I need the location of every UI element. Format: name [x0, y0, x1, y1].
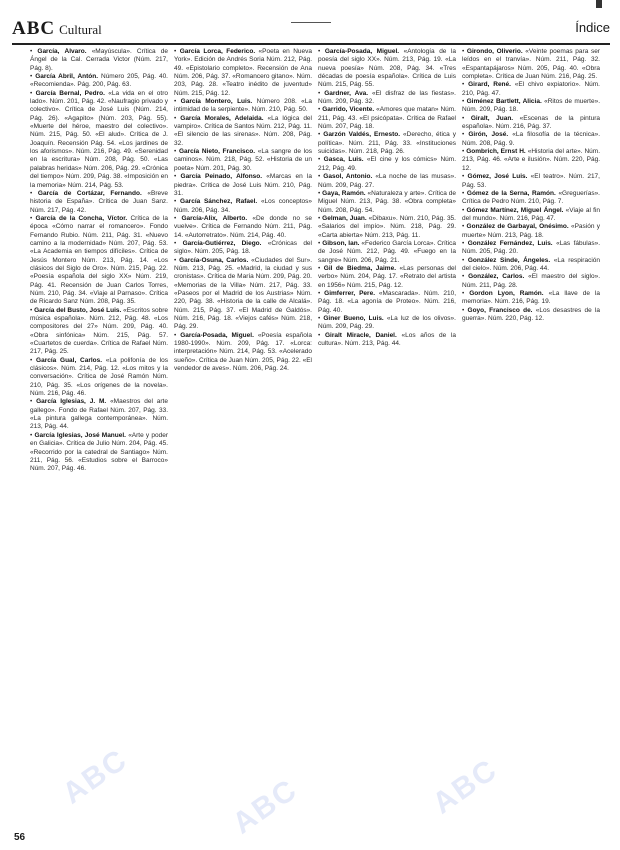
- entry-references: «Federico García Lorca». Crítica de José Núm. 212, Pág. 49. «Fuego en la sangre» Núm. 206, Pág. 21.: [318, 239, 456, 264]
- entry-author: García-Gutiérrez, Diego.: [182, 239, 262, 247]
- index-entry: • García Montero, Luis. Número 208. «La intimidad de la serpiente». Núm. 210, Pág. 50.: [174, 98, 312, 114]
- entry-references: «La lógica del vampiro». Crítica de Santos Núm. 212, Pág. 11. «El silencio de las sirenas». Núm. 208, Pág. 32.: [174, 114, 312, 147]
- index-column-4: [462, 48, 600, 828]
- entry-author: García Abril, Antón.: [35, 73, 99, 81]
- entry-author: García Gual, Carlos.: [36, 356, 103, 364]
- entry-author: García de Cortázar, Fernando.: [37, 189, 142, 197]
- entry-author: González Fernández, Luis.: [467, 239, 553, 247]
- entry-references: «Mascarada». Núm. 210, Pág. 18. «La agonía de Proteo». Núm. 216, Pág. 40.: [318, 289, 456, 314]
- entry-references: «Veinte poemas para ser leídos en el tranvía». Núm. 211, Pág. 32. «Espantapájaros» Núm. 205, Pág. 40. «Obra completa». Crítica de Juan Núm. 216, Pág. 25.: [462, 48, 600, 81]
- entry-author: García-Osuna, Carlos.: [179, 256, 249, 264]
- entry-references: «Poeta en Nueva York». Edición de Andrés Soria Núm. 212, Pág. 49. «Epistolario completo». Recensión de Ana Núm. 206, Pág. 37. «Romancero gitano». Núm. 203, Pág. 28. «Teatro inédito de juventud» Núm. 215, Pág. 12.: [174, 48, 312, 97]
- entry-references: «Breve historia de España». Crítica de Juan Sanz. Núm. 217, Pág. 42.: [30, 189, 168, 214]
- header-divider: [12, 43, 610, 45]
- entry-author: González, Carlos.: [468, 273, 525, 281]
- watermark-stamp: ABC: [226, 772, 304, 841]
- entry-references: «Los desastres de la guerra». Núm. 220, Pág. 12.: [462, 306, 600, 322]
- entry-references: Número 205, Pág. 40. «Recomienda». Pág. 200, Pág. 63.: [30, 73, 168, 89]
- index-entry: • Gómez de la Serna, Ramón. «Greguerías». Crítica de Pedro Núm. 210, Pág. 7.: [462, 189, 600, 206]
- entry-references: «Amores que matan» Núm. 211, Pág. 43. «El psicópata». Crítica de Rafael Núm. 207, Pág. 18.: [318, 106, 456, 131]
- index-entry: • García Gual, Carlos. «La polifonía de los clásicos». Núm. 214, Pág. 12. «Los mitos y la conversación». Crítica de José Ramón Núm. 210, Pág. 35. «Los orígenes de la novela». Núm. 216, Pág. 46.: [30, 356, 168, 398]
- entry-references: «Las personas del verbo» Núm. 204, Pág. 17. «Retrato del artista en 1956» Núm. 215, Pág. 12.: [318, 264, 456, 289]
- entry-author: García Iglesias, José Manuel.: [34, 431, 126, 439]
- entry-references: «Escenas de la pintura española». Núm. 216, Pág. 37.: [462, 114, 600, 131]
- section-name: Cultural: [59, 22, 102, 37]
- entry-author: Garrido, Vicente.: [322, 106, 375, 114]
- index-column-1: [30, 48, 168, 828]
- entry-author: García Iglesias, J. M.: [36, 398, 107, 406]
- index-entry: • García Peinado, Alfonso. «Marcas en la piedra». Crítica de José Luis Núm. 210, Pág. 31.: [174, 173, 312, 197]
- index-entry: • Girón, José. «La filosofía de la técnica». Núm. 208, Pág. 9.: [462, 131, 600, 147]
- entry-references: «La llave de la memoria». Núm. 216, Pág. 19.: [462, 289, 600, 306]
- entry-author: García-Posada, Miguel.: [324, 48, 400, 55]
- entry-references: «Crónicas del siglo». Núm. 205, Pág. 18.: [174, 239, 312, 256]
- entry-author: Gil de Biedma, Jaime.: [323, 264, 397, 272]
- entry-references: «Pasión y muerte» Núm. 213, Pág. 18.: [462, 223, 600, 239]
- index-entry: • Gaya, Ramón. «Naturaleza y arte». Crítica de Miguel Núm. 213, Pág. 38. «Obra completa» Núm. 208, Pág. 54.: [318, 189, 456, 214]
- entry-author: Giralt, Juan.: [470, 114, 514, 122]
- entry-references: «Viaje al fin del mundo». Núm. 216, Pág. 47.: [462, 206, 600, 222]
- entry-author: Girón, José.: [468, 131, 509, 139]
- index-entry: • García Iglesias, J. M. «Maestros del arte gallego». Fondo de Rafael Núm. 207, Pág. 33. «La pintura gallega contemporánea». Núm. 213, Pág. 44.: [30, 398, 168, 431]
- index-entry: • García de Cortázar, Fernando. «Breve historia de España». Crítica de Juan Sanz. Núm. 217, Pág. 42.: [30, 189, 168, 214]
- entry-author: Gombrich, Ernst H.: [466, 148, 526, 156]
- entry-references: «La vida en el otro lado». Núm. 201, Pág. 42. «Naufragio privado y colectivo». Crítica de José Luis (Núm. 214, Pág. 26). «Agapito» (Núm. 203, Pág. 55). «Muerte del héroe, maestro del colectivo». Núm. 215, Pág. 50. «El alud». Crítica de J. Joaquín. Recensión Pág. 54. «Los jardines de los aforismos». Núm. 216, Pág. 49. «Serenidad en la escritura» Núm. 208, Pág. 50. «Las palabras heridas» Núm. 206, Pág. 29. «Crónica del tiempo» Núm. 209, Pág. 38. «Imposición en la memoria» Núm. 214, Pág. 53.: [30, 89, 168, 189]
- index-entry: • González, Carlos. «El maestro del siglo». Núm. 211, Pág. 28.: [462, 273, 600, 289]
- index-entry: • Gimferrer, Pere. «Mascarada». Núm. 210, Pág. 18. «La agonía de Proteo». Núm. 216, Pág. 40.: [318, 289, 456, 314]
- page-corner-mark: [596, 0, 602, 8]
- entry-references: «El disfraz de las fiestas». Núm. 209, Pág. 32.: [318, 89, 456, 106]
- entry-references: «La respiración del cielo». Núm. 206, Pág. 44.: [462, 256, 600, 272]
- index-entry: • García Iglesias, José Manuel. «Arte y poder en Galicia». Crítica de Julio Núm. 204, Pág. 45. «Recorrido por la catedral de Santiago» Núm. 211, Pág. 56. «Estudios sobre el Barroco» Núm. 207, Pág. 46.: [30, 431, 168, 473]
- entry-author: Girondo, Oliverio.: [466, 48, 523, 55]
- entry-references: «Mayúscula». Crítica de Ángel de la Cal. Cerrada Victor (Núm. 217, Pág. 8).: [30, 48, 168, 72]
- index-entry: • Giménez Bartlett, Alicia. «Ritos de muerte». Núm. 209, Pág. 18.: [462, 98, 600, 114]
- entry-references: «Derecho, ética y política». Núm. 211, Pág. 33. «Instituciones suicidas». Núm. 218, Pág. 26.: [318, 131, 456, 156]
- index-entry: • Gelman, Juan. «Dibaxu». Núm. 210, Pág. 35. «Salarios del impío». Núm. 218, Pág. 29. «Carta abierta» Núm. 213, Pág. 11.: [318, 214, 456, 239]
- entry-references: «El chivo expiatorio». Núm. 210, Pág. 47.: [462, 81, 600, 97]
- index-entry: • González Sinde, Ángeles. «La respiración del cielo». Núm. 206, Pág. 44.: [462, 256, 600, 272]
- entry-author: García, Álvaro.: [37, 48, 87, 55]
- section-brand: [12, 18, 102, 40]
- entry-author: Gasol, Antonio.: [323, 173, 373, 181]
- entry-references: «La sangre de los caminos». Núm. 218, Pág. 52. «Historia de un poeta» Núm. 201, Pág. 30.: [174, 148, 312, 172]
- entry-references: «De donde no se vuelve». Crítica de Fernando Núm. 211, Pág. 14. «Autorretrato». Núm. 214, Pág. 40.: [174, 214, 312, 239]
- entry-references: «Naturaleza y arte». Crítica de Miguel Núm. 213, Pág. 38. «Obra completa» Núm. 208, Pág. 54.: [318, 189, 456, 214]
- entry-references: «El cine y los cómics» Núm. 212, Pág. 49.: [318, 156, 456, 172]
- index-entry: • Garzón Valdés, Ernesto. «Derecho, ética y política». Núm. 211, Pág. 33. «Instituciones suicidas». Núm. 218, Pág. 26.: [318, 131, 456, 156]
- entry-author: Gibson, Ian.: [322, 239, 360, 247]
- index-entry: • García Bernal, Pedro. «La vida en el otro lado». Núm. 201, Pág. 42. «Naufragio privado y colectivo». Crítica de José Luis (Núm. 214, Pág. 26). «Agapito» (Núm. 203, Pág. 55). «Muerte del héroe, maestro del colectivo». Núm. 215, Pág. 50. «El alud». Crítica de J. Joaquín. Recensión Pág. 54. «Los jardines de los aforismos». Núm. 216, Pág. 49. «Serenidad en la escritura» Núm. 208, Pág. 50. «Las palabras heridas» Núm. 206, Pág. 29. «Crónica del tiempo» Núm. 209, Pág. 38. «Imposición en la memoria» Núm. 214, Pág. 53.: [30, 89, 168, 189]
- index-entry: • Giralt Miracle, Daniel. «Los años de la cultura». Núm. 213, Pág. 44.: [318, 331, 456, 348]
- index-entry: • Gil de Biedma, Jaime. «Las personas del verbo» Núm. 204, Pág. 17. «Retrato del artista en 1956» Núm. 215, Pág. 12.: [318, 264, 456, 289]
- index-entry: • González Fernández, Luis. «Las fábulas». Núm. 205, Pág. 20.: [462, 239, 600, 256]
- index-column-3: [318, 48, 456, 828]
- entry-author: García de la Concha, Víctor.: [35, 214, 128, 222]
- entry-references: Crítica de la época «Cómo narrar el romancero». Fondo Fernando Rubio. Núm. 211, Pág. 31. «Nuevo camino a la modernidad» Núm. 207, Pág. 53. «La Academia en tiempos difíciles». Crítica de Jesús Montero Núm. 213, Pág. 14. «Los clásicos del Siglo de Oro». Núm. 215, Pág. 22. «Poesía española del siglo XX» Núm. 219, Pág. 41. Recensión de Juan Carlos Torres, Núm. 210, Pág. 34. «Viaje al Parnaso». Crítica de Ricardo Sanz Núm. 208, Pág. 35.: [30, 214, 168, 306]
- entry-references: Número 208. «La intimidad de la serpiente». Núm. 210, Pág. 50.: [174, 98, 312, 114]
- entry-author: Gómez, José Luis.: [467, 173, 528, 181]
- entry-author: García Nieto, Francisco.: [178, 148, 256, 156]
- entry-references: «Escritos sobre música española». Núm. 212, Pág. 48. «Los compositores del 27» Núm. 209, Pág. 40. «Obra sinfónica» Núm. 215, Pág. 57. «Cuartetos de cuerda». Crítica de Rafael Núm. 217, Pág. 25.: [30, 306, 168, 356]
- entry-author: Garzón Valdés, Ernesto.: [323, 131, 401, 139]
- entry-author: García Montero, Luis.: [180, 98, 253, 106]
- entry-author: Gasca, Luis.: [323, 156, 364, 164]
- entry-author: García del Busto, José Luis.: [34, 306, 122, 314]
- entry-references: «El teatro». Núm. 217, Pág. 53.: [462, 173, 600, 189]
- index-entry: • Goyo, Francisco de. «Los desastres de la guerra». Núm. 220, Pág. 12.: [462, 306, 600, 322]
- index-entry: • González de Garbayal, Onésimo. «Pasión y muerte» Núm. 213, Pág. 18.: [462, 223, 600, 239]
- index-column-2: [174, 48, 312, 828]
- entry-references: «Maestros del arte gallego». Fondo de Rafael Núm. 207, Pág. 33. «La pintura gallega contemporánea». Núm. 213, Pág. 44.: [30, 398, 168, 431]
- index-entry: • Girard, René. «El chivo expiatorio». Núm. 210, Pág. 47.: [462, 81, 600, 97]
- page-number: 56: [14, 832, 26, 843]
- entry-references: «Las fábulas». Núm. 205, Pág. 20.: [462, 239, 600, 256]
- entry-author: García Peinado, Alfonso.: [180, 173, 263, 181]
- index-entry: • Gasol, Antonio. «La noche de las musas». Núm. 209, Pág. 27.: [318, 173, 456, 189]
- entry-author: Gardner, Ava.: [324, 89, 369, 97]
- index-entry: • Gordon Lyon, Ramón. «La llave de la memoria». Núm. 216, Pág. 19.: [462, 289, 600, 306]
- index-entry: • García-Posada, Miguel. «Poesía española 1980-1990». Núm. 209, Pág. 17. «Lorca: interpretación» Núm. 214, Pág. 53. «Acelerado sueño». Crítica de Juan Núm. 205, Pág. 22. «El vendedor de aves». Núm. 206, Pág. 24.: [174, 331, 312, 373]
- entry-references: «Arte y poder en Galicia». Crítica de Julio Núm. 204, Pág. 45. «Recorrido por la catedral de Santiago» Núm. 211, Pág. 56. «Estudios sobre el Barroco» Núm. 207, Pág. 46.: [30, 431, 168, 473]
- entry-author: García Bernal, Pedro.: [35, 89, 105, 97]
- index-entry: • Giner Bueno, Luis. «La luz de los olivos». Núm. 209, Pág. 29.: [318, 315, 456, 331]
- index-entry: • Giralt, Juan. «Escenas de la pintura española». Núm. 216, Pág. 37.: [462, 114, 600, 131]
- index-entry: • Garrido, Vicente. «Amores que matan» Núm. 211, Pág. 43. «El psicópata». Crítica de Rafael Núm. 207, Pág. 18.: [318, 106, 456, 131]
- index-entry: • Gombrich, Ernst H. «Historia del arte». Núm. 213, Pág. 46. «Arte e ilusión». Núm. 220, Pág. 12.: [462, 148, 600, 172]
- index-entry: • García-Posada, Miguel. «Antología de la poesía del siglo XX». Núm. 213, Pág. 19. «La nueva poesía» Núm. 208, Pág. 34. «Tres décadas de poesía española». Crítica de Luis Núm. 215, Pág. 55.: [318, 48, 456, 89]
- watermark-stamp: ABC: [426, 752, 504, 821]
- index-entry: • Gasca, Luis. «El cine y los cómics» Núm. 212, Pág. 49.: [318, 156, 456, 172]
- entry-references: «Dibaxu». Núm. 210, Pág. 35. «Salarios del impío». Núm. 218, Pág. 29. «Carta abierta» Núm. 213, Pág. 11.: [318, 214, 456, 239]
- entry-references: «Los años de la cultura». Núm. 213, Pág. 44.: [318, 331, 456, 348]
- watermark-stamp: ABC: [56, 742, 134, 811]
- entry-author: González de Garbayal, Onésimo.: [466, 223, 569, 231]
- entry-references: «Poesía española 1980-1990». Núm. 209, Pág. 17. «Lorca: interpretación» Núm. 214, Pág. 53. «Acelerado sueño». Crítica de Juan Núm. 205, Pág. 22. «El vendedor de aves». Núm. 206, Pág. 24.: [174, 331, 312, 373]
- header-center-rule: [291, 22, 331, 23]
- index-entry: • García Sánchez, Rafael. «Los conceptos» Núm. 206, Pág. 34.: [174, 198, 312, 214]
- entry-references: «Antología de la poesía del siglo XX». Núm. 213, Pág. 19. «La nueva poesía» Núm. 208, Pág. 34. «Tres décadas de poesía española». Crítica de Luis Núm. 215, Pág. 55.: [318, 48, 456, 89]
- entry-author: Gaya, Ramón.: [322, 189, 366, 197]
- index-entry: • García de la Concha, Víctor. Crítica de la época «Cómo narrar el romancero». Fondo Fernando Rubio. Núm. 211, Pág. 31. «Nuevo camino a la modernidad» Núm. 207, Pág. 53. «La Academia en tiempos difíciles». Crítica de Jesús Montero Núm. 213, Pág. 14. «Los clásicos del Siglo de Oro». Núm. 215, Pág. 22. «Poesía española del siglo XX» Núm. 219, Pág. 41. Recensión de Juan Carlos Torres, Núm. 210, Pág. 34. «Viaje al Parnaso». Crítica de Ricardo Sanz Núm. 208, Pág. 35.: [30, 214, 168, 306]
- entry-author: Girard, René.: [468, 81, 511, 89]
- entry-author: Gordon Lyon, Ramón.: [469, 289, 544, 297]
- index-entry: • Gómez Martínez, Miguel Ángel. «Viaje al fin del mundo». Núm. 216, Pág. 47.: [462, 206, 600, 222]
- index-entry: • García Lorca, Federico. «Poeta en Nueva York». Edición de Andrés Soria Núm. 212, Pág. 49. «Epistolario completo». Recensión de Ana Núm. 206, Pág. 37. «Romancero gitano». Núm. 203, Pág. 28. «Teatro inédito de juventud» Núm. 215, Pág. 12.: [174, 48, 312, 97]
- index-entry: • García Abril, Antón. Número 205, Pág. 40. «Recomienda». Pág. 200, Pág. 63.: [30, 73, 168, 89]
- entry-author: Giménez Bartlett, Alicia.: [466, 98, 542, 106]
- index-entry: • Gibson, Ian. «Federico García Lorca». Crítica de José Núm. 212, Pág. 49. «Fuego en la sangre» Núm. 206, Pág. 21.: [318, 239, 456, 264]
- index-entry: • García, Álvaro. «Mayúscula». Crítica de Ángel de la Cal. Cerrada Victor (Núm. 217, Pág. 8).: [30, 48, 168, 72]
- index-entry: • Girondo, Oliverio. «Veinte poemas para ser leídos en el tranvía». Núm. 211, Pág. 32. «Espantapájaros» Núm. 205, Pág. 40. «Obra completa». Crítica de Juan Núm. 216, Pág. 25.: [462, 48, 600, 81]
- entry-references: «La noche de las musas». Núm. 209, Pág. 27.: [318, 173, 456, 189]
- index-entry: • García del Busto, José Luis. «Escritos sobre música española». Núm. 212, Pág. 48. «Los compositores del 27» Núm. 209, Pág. 40. «Obra sinfónica» Núm. 215, Pág. 57. «Cuartetos de cuerda». Crítica de Rafael Núm. 217, Pág. 25.: [30, 306, 168, 356]
- index-entry: • García Morales, Adelaida. «La lógica del vampiro». Crítica de Santos Núm. 212, Pág. 11. «El silencio de las sirenas». Núm. 208, Pág. 32.: [174, 114, 312, 147]
- index-entry: • García-Gutiérrez, Diego. «Crónicas del siglo». Núm. 205, Pág. 18.: [174, 239, 312, 256]
- entry-references: «La polifonía de los clásicos». Núm. 214, Pág. 12. «Los mitos y la conversación». Crítica de José Ramón Núm. 210, Pág. 35. «Los orígenes de la novela». Núm. 216, Pág. 46.: [30, 356, 168, 398]
- entry-author: Gimferrer, Pere.: [324, 289, 376, 297]
- entry-author: García-Posada, Miguel.: [180, 331, 254, 339]
- entry-references: «Greguerías». Crítica de Pedro Núm. 210, Pág. 7.: [462, 189, 600, 206]
- index-columns: [30, 48, 602, 828]
- entry-author: Gelman, Juan.: [322, 214, 367, 222]
- index-entry: • García Nieto, Francisco. «La sangre de los caminos». Núm. 218, Pág. 52. «Historia de un poeta» Núm. 201, Pág. 30.: [174, 148, 312, 172]
- entry-references: «Los conceptos» Núm. 206, Pág. 34.: [174, 198, 312, 214]
- entry-author: García Sánchez, Rafael.: [180, 198, 258, 206]
- entry-references: «Ritos de muerte». Núm. 209, Pág. 18.: [462, 98, 600, 114]
- brand-logo: ABC: [12, 18, 56, 39]
- entry-author: Giner Bueno, Luis.: [323, 315, 384, 322]
- entry-author: Giralt Miracle, Daniel.: [324, 331, 397, 339]
- page-header: [12, 18, 610, 40]
- entry-references: «Marcas en la piedra». Crítica de José Luis Núm. 210, Pág. 31.: [174, 173, 312, 197]
- entry-author: Gómez Martínez, Miguel Ángel.: [466, 206, 564, 214]
- entry-author: Gómez de la Serna, Ramón.: [466, 189, 556, 197]
- entry-author: Goyo, Francisco de.: [467, 306, 533, 314]
- entry-references: «La luz de los olivos». Núm. 209, Pág. 29.: [318, 315, 456, 331]
- entry-references: «La filosofía de la técnica». Núm. 208, Pág. 9.: [462, 131, 600, 147]
- entry-author: García-Alix, Alberto.: [181, 214, 248, 222]
- entry-author: González Sinde, Ángeles.: [467, 256, 551, 264]
- index-entry: • García-Osuna, Carlos. «Ciudades del Sur». Núm. 213, Pág. 25. «Madrid, la ciudad y sus cronistas». Crítica de María Núm. 209, Pág. 20. «Memorias de la Villa» Núm. 217, Pág. 33. «Paseos por el Madrid de los Austrias» Núm. 220, Pág. 38. «Historia de la calle de Alcalá». Núm. 215, Pág. 37. «El Madrid de Galdós». Núm. 216, Pág. 18. «Viejos cafés» Núm. 218, Pág. 29.: [174, 256, 312, 331]
- entry-references: «Historia del arte». Núm. 213, Pág. 46. «Arte e ilusión». Núm. 220, Pág. 12.: [462, 148, 600, 172]
- entry-references: «Ciudades del Sur». Núm. 213, Pág. 25. «Madrid, la ciudad y sus cronistas». Crítica de María Núm. 209, Pág. 20. «Memorias de la Villa» Núm. 217, Pág. 33. «Paseos por el Madrid de los Austrias» Núm. 220, Pág. 38. «Historia de la calle de Alcalá». Núm. 215, Pág. 37. «El Madrid de Galdós». Núm. 216, Pág. 18. «Viejos cafés» Núm. 218, Pág. 29.: [174, 256, 312, 331]
- index-entry: • Gardner, Ava. «El disfraz de las fiestas». Núm. 209, Pág. 32.: [318, 89, 456, 106]
- entry-references: «El maestro del siglo». Núm. 211, Pág. 28.: [462, 273, 600, 289]
- index-label: Índice: [575, 20, 610, 35]
- index-entry: • García-Alix, Alberto. «De donde no se vuelve». Crítica de Fernando Núm. 211, Pág. 14. «Autorretrato». Núm. 214, Pág. 40.: [174, 214, 312, 239]
- entry-author: García Morales, Adelaida.: [180, 114, 264, 122]
- entry-author: García Lorca, Federico.: [179, 48, 256, 55]
- index-entry: • Gómez, José Luis. «El teatro». Núm. 217, Pág. 53.: [462, 173, 600, 189]
